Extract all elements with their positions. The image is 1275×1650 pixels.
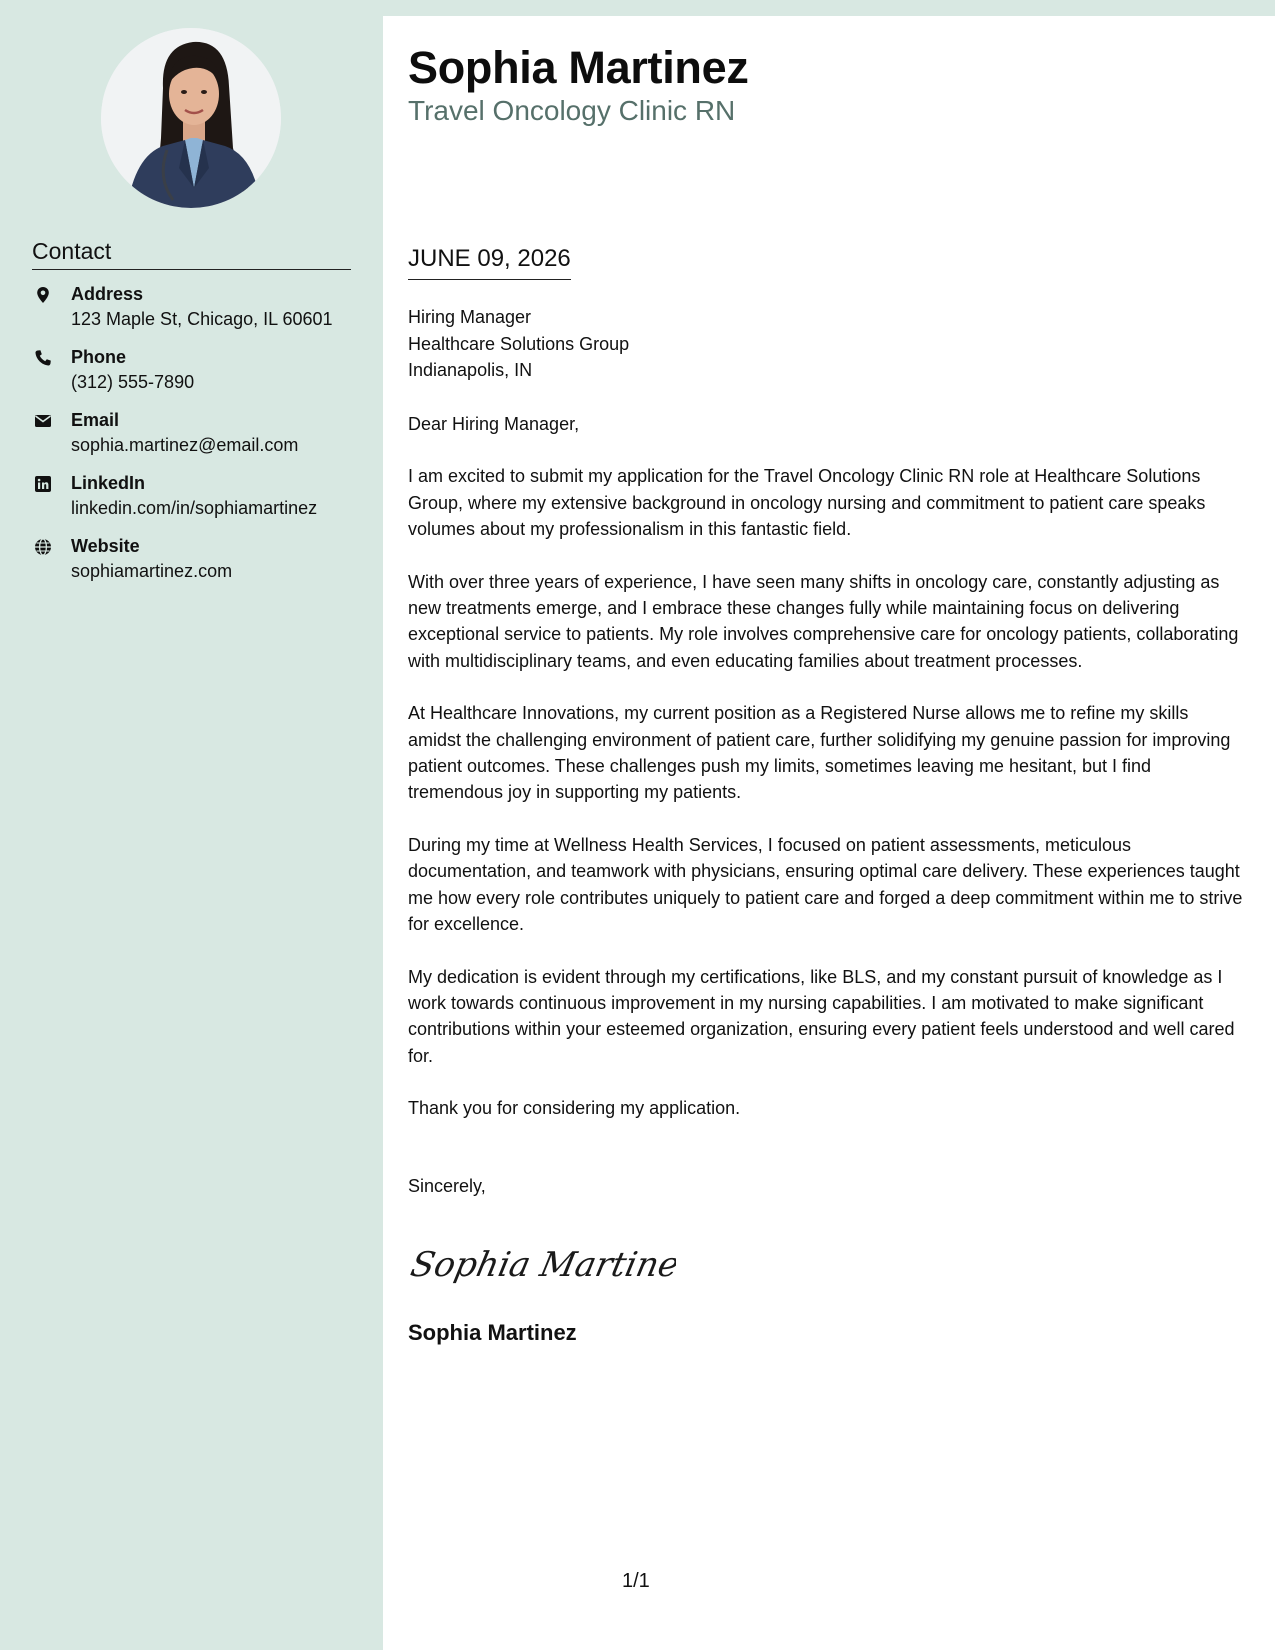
letter-paragraph: With over three years of experience, I have seen many shifts in oncology care, constantly adjusting as new treatments emerge, and I embrace these changes fully while maintaining focus on delivering exceptional service to patients. My role involves comprehensive care for oncology patients, collaborating with multidisciplinary teams, and even educating families about treatment processes. [408, 571, 1239, 671]
handwritten-signature [406, 1234, 676, 1297]
sidebar [0, 0, 383, 1650]
applicant-name: Sophia Martinez [408, 42, 749, 93]
signed-name: Sophia Martinez [408, 1320, 577, 1345]
letter-paragraph: Thank you for considering my application. [408, 1098, 741, 1119]
contact-item-email [32, 410, 362, 473]
recipient-line: Hiring Manager [408, 307, 532, 327]
contact-value-email[interactable]: sophia.martinez@email.com [71, 435, 299, 455]
contact-list [32, 284, 362, 599]
recipient-line: Healthcare Solutions Group [408, 333, 630, 354]
phone-icon [34, 349, 52, 367]
profile-photo-illustration [101, 28, 281, 208]
letter-paragraph: At Healthcare Innovations, my current position as a Registered Nurse allows me to refine my skills amidst the challenging environment of patient care, further solidifying my genuine passion for improving patient outcomes. These challenges push my limits, sometimes leaving me hesitant, but I find tremendous joy in supporting my patients. [408, 703, 1231, 803]
recipient-block [408, 304, 629, 384]
contact-label: Email [71, 410, 120, 430]
letter-paragraph: During my time at Wellness Health Services, I focused on patient assessments, meticulous documentation, and teamwork with physicians, ensuring optimal care delivery. These experiences taught me how every role contributes uniquely to patient care and forged a deep commitment within me to strive for excellence. [408, 834, 1243, 935]
location-pin-icon [34, 286, 52, 304]
letter-paragraph: I am excited to submit my application for the Travel Oncology Clinic RN role at Healthcare Solutions Group, where my extensive background in oncology nursing and commitment to patient care speaks volumes about my professionalism in this fantastic field. [408, 466, 1206, 540]
contact-value-address: 123 Maple St, Chicago, IL 60601 [71, 309, 333, 329]
profile-photo [101, 28, 281, 208]
envelope-icon [34, 412, 52, 430]
contact-value-phone: (312) 555-7890 [71, 372, 195, 392]
recipient-line: Indianapolis, IN [408, 360, 533, 380]
contact-label: Website [71, 536, 140, 556]
contact-item-linkedin [32, 473, 362, 536]
contact-item-website [32, 536, 362, 599]
contact-label: Address [71, 284, 144, 304]
contact-heading: Contact [32, 238, 351, 270]
page-number: 1/1 [622, 1570, 650, 1592]
linkedin-icon [34, 475, 52, 493]
contact-label: LinkedIn [71, 473, 146, 493]
letter-date: JUNE 09, 2026 [408, 245, 571, 280]
contact-value-website[interactable]: sophiamartinez.com [71, 561, 233, 581]
letter-paragraph: My dedication is evident through my certifications, like BLS, and my constant pursuit of knowledge as I work towards continuous improvement in my nursing capabilities. I am motivated to make significant contributions within your esteemed organization, ensuring every patient feels understood and well cared for. [408, 966, 1235, 1066]
salutation: Dear Hiring Manager, [408, 414, 580, 434]
contact-item-address [32, 284, 362, 347]
letter-body [408, 411, 1244, 1148]
applicant-role: Travel Oncology Clinic RN [408, 95, 736, 126]
contact-value-linkedin[interactable]: linkedin.com/in/sophiamartinez [71, 498, 318, 518]
signature-text: Sophia Martinez [407, 1245, 676, 1285]
closing: Sincerely, [408, 1176, 486, 1196]
contact-item-phone [32, 347, 362, 410]
globe-icon [34, 538, 52, 556]
contact-label: Phone [71, 347, 127, 367]
